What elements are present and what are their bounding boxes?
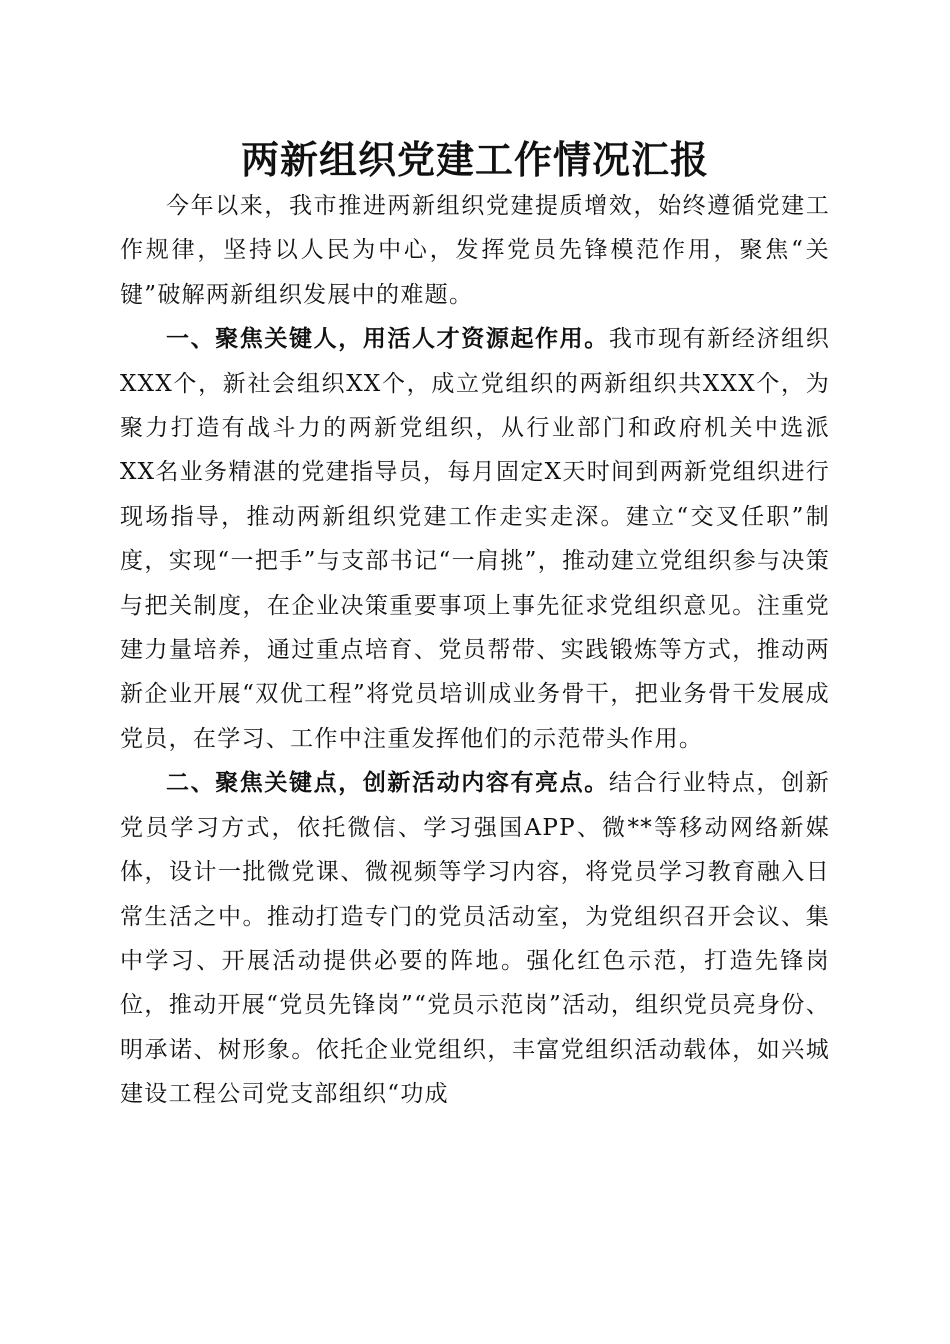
- section-one-paragraph: [120, 317, 830, 761]
- section-heading: 二、聚焦关键点，创新活动内容有亮点。: [166, 770, 609, 797]
- paragraph-text: 我市现有新经济组织XXX个，新社会组织XX个，成立党组织的两新组织共XXX个，为聚力打造有战斗力的两新党组织，从行业部门和政府机关中选派XX名业务精湛的党建指导员，每月固定X天时间到两新党组织进行现场指导，推动两新组织党建工作走实走深。建立“交叉任职”制度，实现“一把手”与支部书记“一肩挑”，推动建立党组织参与决策与把关制度，在企业决策重要事项上事先征求党组织意见。注重党建力量培养，通过重点培育、党员帮带、实践锻炼等方式，推动两新企业开展“双优工程”将党员培训成业务骨干，把业务骨干发展成党员，在学习、工作中注重发挥他们的示范带头作用。: [120, 326, 831, 752]
- document-body: [120, 184, 830, 1117]
- intro-paragraph: [120, 184, 830, 317]
- document-title: 两新组织党建工作情况汇报: [240, 137, 709, 182]
- paragraph-text: 今年以来，我市推进两新组织党建提质增效，始终遵循党建工作规律，坚持以人民为中心，发挥党员先锋模范作用，聚焦“关键”破解两新组织发展中的难题。: [120, 193, 830, 308]
- paragraph-text: 结合行业特点，创新党员学习方式，依托微信、学习强国APP、微**等移动网络新媒体，设计一批微党课、微视频等学习内容，将党员学习教育融入日常生活之中。推动打造专门的党员活动室，为党组织召开会议、集中学习、开展活动提供必要的阵地。强化红色示范，打造先锋岗位，推动开展“党员先锋岗”“党员示范岗”活动，组织党员亮身份、明承诺、树形象。依托企业党组织，丰富党组织活动载体，如兴城建设工程公司党支部组织“功成: [120, 770, 831, 1108]
- section-two-paragraph: [120, 761, 830, 1116]
- section-heading: 一、聚焦关键人，用活人才资源起作用。: [166, 326, 609, 353]
